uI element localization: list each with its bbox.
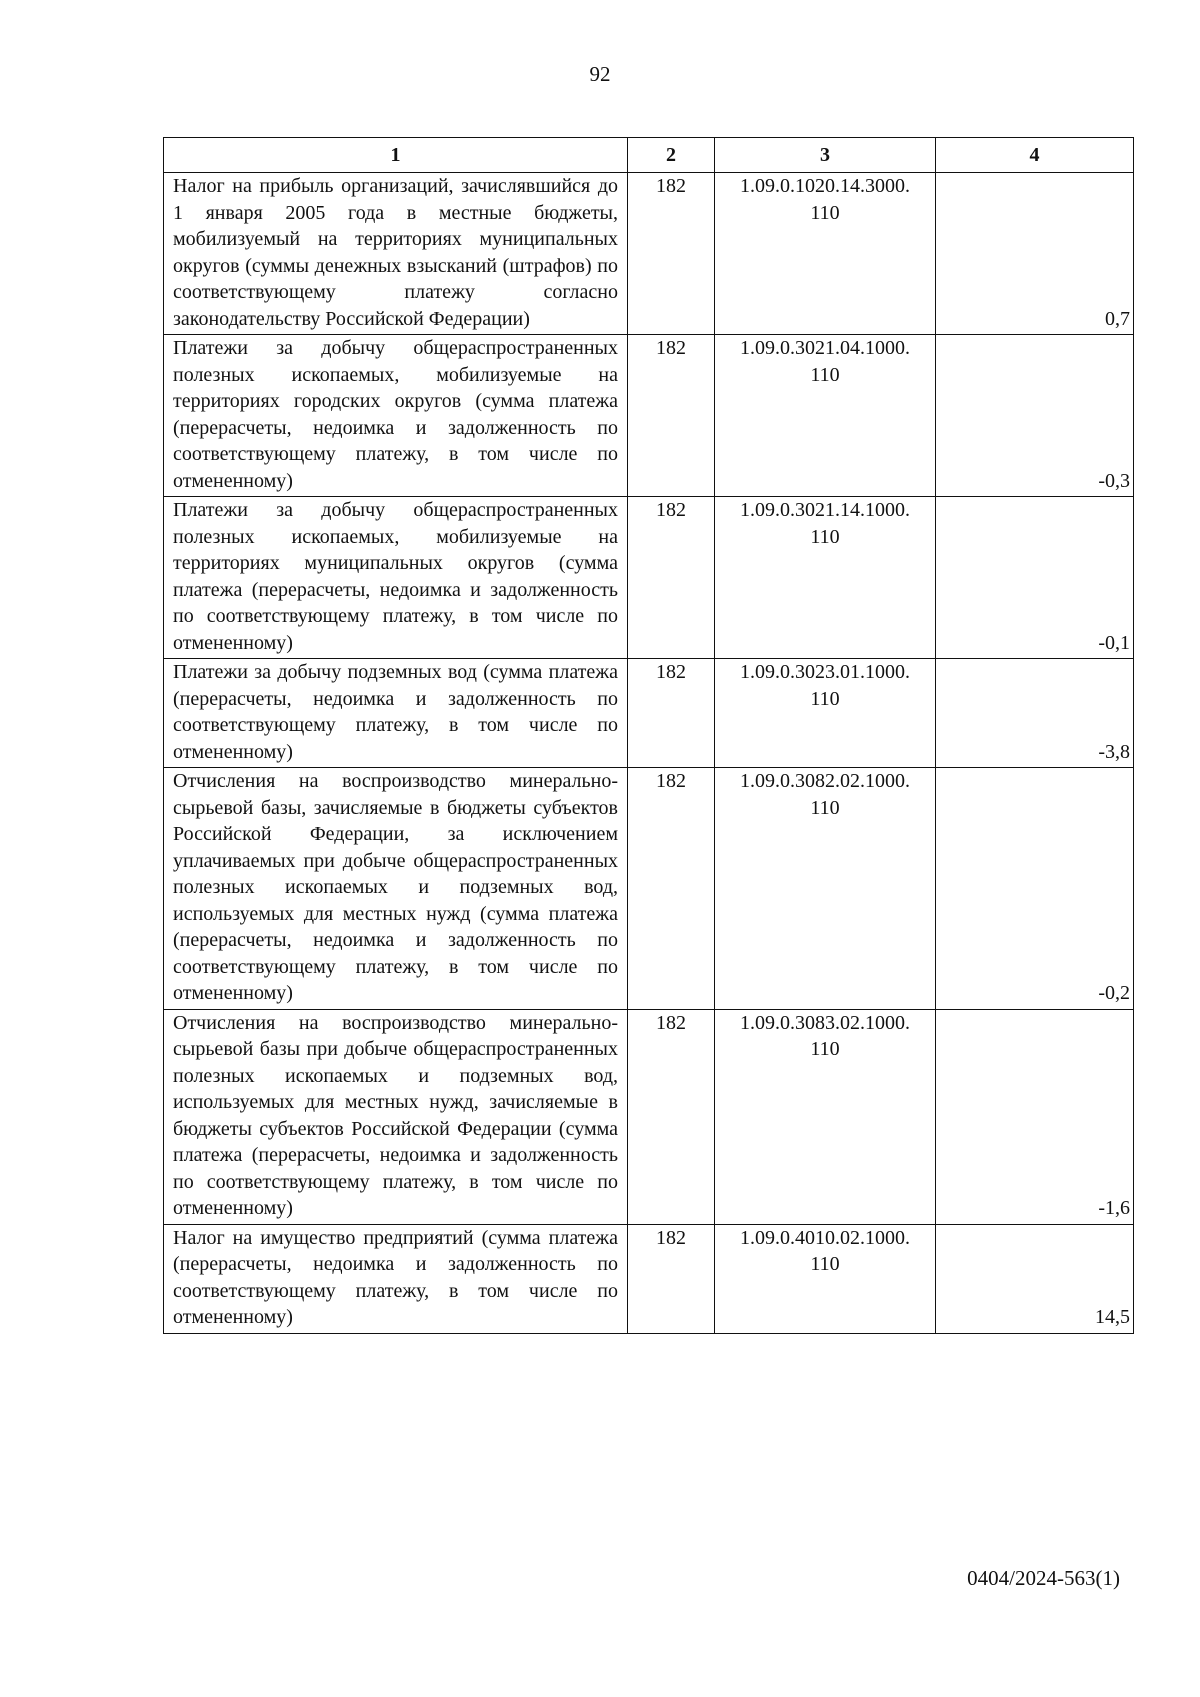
table-row [164, 1009, 1134, 1224]
row-admin-code: 182 [628, 659, 715, 768]
header-col-3: 3 [715, 138, 936, 173]
table-row [164, 497, 1134, 659]
code-line-1: 1.09.0.3082.02.1000. [740, 770, 910, 792]
code-line-2: 110 [810, 201, 840, 224]
row-amount: -0,2 [1098, 982, 1130, 1004]
page-number: 92 [589, 62, 611, 86]
code-line-1: 1.09.0.4010.02.1000. [740, 1226, 910, 1249]
row-admin-code: 182 [628, 1009, 715, 1224]
row-amount: -3,8 [1098, 740, 1130, 763]
row-admin-code: 182 [628, 173, 715, 335]
budget-revenue-table [163, 137, 1134, 1334]
row-amount-cell [936, 659, 1134, 768]
table-row [164, 335, 1134, 497]
code-line-1: 1.09.0.1020.14.3000. [740, 175, 910, 197]
code-line-2: 110 [810, 1038, 840, 1060]
row-description: Отчисления на воспроизводство минерально-сырьевой базы при добыче общераспространенных полезных ископаемых и подземных вод, используемых для местных нужд, зачисляемые в бюджеты субъектов Российской Федерации (сумма платежа (перерасчеты, недоимка и задолженность по соответствующему платежу, в том числе по отмененному) [164, 1009, 628, 1224]
row-admin-code: 182 [628, 497, 715, 659]
row-amount-cell [936, 1009, 1134, 1224]
table-row [164, 1224, 1134, 1333]
row-amount: 0,7 [1105, 307, 1130, 330]
row-amount-cell [936, 1224, 1134, 1333]
code-line-1: 1.09.0.3021.04.1000. [740, 337, 910, 359]
row-amount: -1,6 [1098, 1197, 1130, 1219]
row-description: Платежи за добычу общераспространенных полезных ископаемых, мобилизуемые на территориях городских округов (сумма платежа (перерасчеты, недоимка и задолженность по соответствующему платежу, в том числе по отмененному) [164, 335, 628, 497]
row-description: Налог на прибыль организаций, зачислявшийся до 1 января 2005 года в местные бюджеты, мобилизуемый на территориях муниципальных округов (суммы денежных взысканий (штрафов) по соответствующему платежу согласно законодательству Российской Федерации) [164, 173, 628, 335]
row-classification-code [715, 497, 936, 659]
row-amount-cell [936, 335, 1134, 497]
code-line-1: 1.09.0.3021.14.1000. [740, 499, 910, 521]
row-description: Платежи за добычу общераспространенных полезных ископаемых, мобилизуемые на территориях муниципальных округов (сумма платежа (перерасчеты, недоимка и задолженность по соответствующему платежу, в том числе по отмененному) [164, 497, 628, 659]
row-amount-cell [936, 768, 1134, 1010]
header-col-2: 2 [628, 138, 715, 173]
row-classification-code [715, 173, 936, 335]
document-code: 0404/2024-563(1) [967, 1566, 1120, 1590]
row-classification-code [715, 1224, 936, 1333]
table-header-row [164, 138, 1134, 173]
header-col-4: 4 [936, 138, 1134, 173]
header-col-1: 1 [164, 138, 628, 173]
code-line-2: 110 [810, 525, 840, 548]
table-row [164, 173, 1134, 335]
row-classification-code [715, 335, 936, 497]
code-line-1: 1.09.0.3023.01.1000. [740, 661, 910, 683]
row-amount-cell [936, 497, 1134, 659]
code-line-2: 110 [810, 363, 840, 386]
row-admin-code: 182 [628, 768, 715, 1010]
row-amount-cell [936, 173, 1134, 335]
code-line-2: 110 [810, 1253, 840, 1275]
code-line-2: 110 [810, 687, 840, 710]
row-description: Платежи за добычу подземных вод (сумма платежа (перерасчеты, недоимка и задолженность по соответствующему платежу, в том числе по отмененному) [164, 659, 628, 768]
row-amount: -0,1 [1098, 631, 1130, 654]
row-classification-code [715, 1009, 936, 1224]
row-classification-code [715, 768, 936, 1010]
code-line-1: 1.09.0.3083.02.1000. [740, 1011, 910, 1034]
row-admin-code: 182 [628, 335, 715, 497]
code-line-2: 110 [810, 796, 840, 819]
table-row [164, 768, 1134, 1010]
row-classification-code [715, 659, 936, 768]
row-amount: -0,3 [1098, 469, 1130, 492]
row-description: Отчисления на воспроизводство минерально-сырьевой базы, зачисляемые в бюджеты субъектов Российской Федерации, за исключением уплачиваемых при добыче общераспространенных полезных ископаемых и подземных вод, используемых для местных нужд (сумма платежа (перерасчеты, недоимка и задолженность по соответствующему платежу, в том числе по отмененному) [164, 768, 628, 1010]
row-admin-code: 182 [628, 1224, 715, 1333]
table-row [164, 659, 1134, 768]
row-description: Налог на имущество предприятий (сумма платежа (перерасчеты, недоимка и задолженность по соответствующему платежу, в том числе по отмененному) [164, 1224, 628, 1333]
row-amount: 14,5 [1095, 1306, 1130, 1328]
